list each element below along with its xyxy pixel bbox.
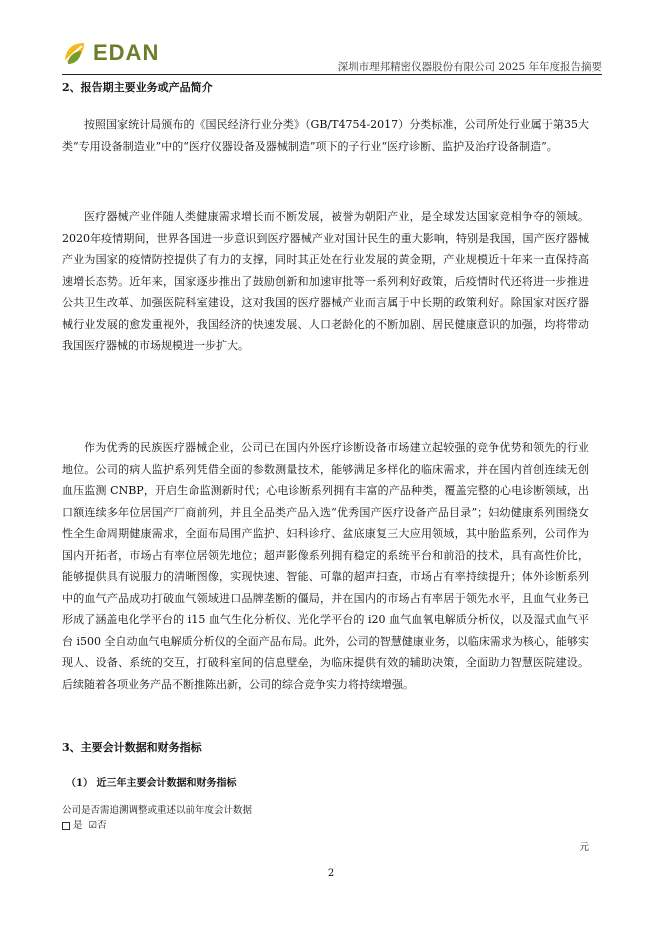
paragraph-company-position: 作为优秀的民族医疗器械企业，公司已在国内外医疗诊断设备市场建立起较强的竞争优势和领先的行业地位。公司的病人监护系列凭借全面的参数测量技术，能够满足多样化的临床需求，并在国内首创连续无创血压监测 CNBP，开启生命监测新时代；心电诊断系列拥有丰富的产品种类，覆盖完整的心电诊断领域，出口额连续多年位居国产厂商前列，并且全品类产品入选“优秀国产医疗设备产品目录”；妇幼健康系列围绕女性全生命周期健康需求，全面布局围产监护、妇科诊疗、盆底康复三大应用领域，其中胎监系列，公司作为国内开拓者，市场占有率位居领先地位；超声影像系列拥有稳定的系统平台和前沿的技术，具有高性价比，能够提供具有说服力的清晰图像，实现快速、智能、可靠的超声扫查，市场占有率持续提升；体外诊断系列中的血气产品成功打破血气领域进口品牌垄断的僵局，并在国内的市场占有率居于领先水平，且血气业务已形成了涵盖电化学平台的 i15 血气生化分析仪、光化学平台的 i20 血气血氧电解质分析仪，以及湿式血气平台 i500 全自动血气电解质分析仪的全面产品布局。此外，公司的智慧健康业务，以临床需求为核心，能够实现人、设备、系统的交互，打破科室间的信息壁垒，为临床提供有效的辅助决策，全面助力智慧医院建设。后续随着各项业务产品不断推陈出新，公司的综合竞争实力将持续增强。 (62, 441, 589, 691)
section-heading-business: 2、报告期主要业务或产品简介 (62, 81, 213, 94)
header-divider (62, 74, 602, 75)
page-header (62, 40, 602, 76)
leaf-logo-icon (62, 40, 88, 66)
restatement-options (62, 818, 107, 833)
option-no: ☑否 (88, 820, 107, 831)
report-header-title: 深圳市理邦精密仪器股份有限公司 2025 年年度报告摘要 (337, 61, 602, 73)
page-number: 2 (327, 868, 335, 879)
paragraph-industry-classification: 按照国家统计局颁布的《国民经济行业分类》（GB/T4754-2017）分类标准，公司所处行业属于第35大类“专用设备制造业”中的“医疗仪器设备及器械制造”项下的子行业“医疗诊断、监护及治疗设备制造”。 (62, 118, 589, 153)
restatement-question: 公司是否需追溯调整或重述以前年度会计数据 (62, 805, 253, 816)
edan-logo (62, 40, 159, 66)
subsection-heading: （1） 近三年主要会计数据和财务指标 (66, 778, 237, 789)
option-yes: 是 (73, 820, 83, 831)
logo-text: EDAN (93, 40, 160, 65)
section-heading-financials: 3、主要会计数据和财务指标 (62, 741, 202, 754)
unchecked-box-icon (62, 822, 70, 830)
paragraph-industry-overview: 医疗器械产业伴随人类健康需求增长而不断发展，被誉为朝阳产业，是全球发达国家竞相争夺的领域。2020年疫情期间，世界各国进一步意识到医疗器械产业对国计民生的重大影响，特别是我国，国产医疗器械产业为国家的疫情防控提供了有力的支撑，同时其正处在行业发展的黄金期，产业规模近十年来一直保持高速增长态势。近年来，国家逐步推出了鼓励创新和加速审批等一系列利好政策，后疫情时代还将进一步推进公共卫生改革、加强医院科室建设，这对我国的医疗器械产业而言属于中长期的政策利好。除国家对医疗器械行业发展的愈发重视外，我国经济的快速发展、人口老龄化的不断加剧、居民健康意识的加强，均将带动我国医疗器械的市场规模进一步扩大。 (62, 210, 589, 352)
currency-unit: 元 (579, 842, 589, 853)
